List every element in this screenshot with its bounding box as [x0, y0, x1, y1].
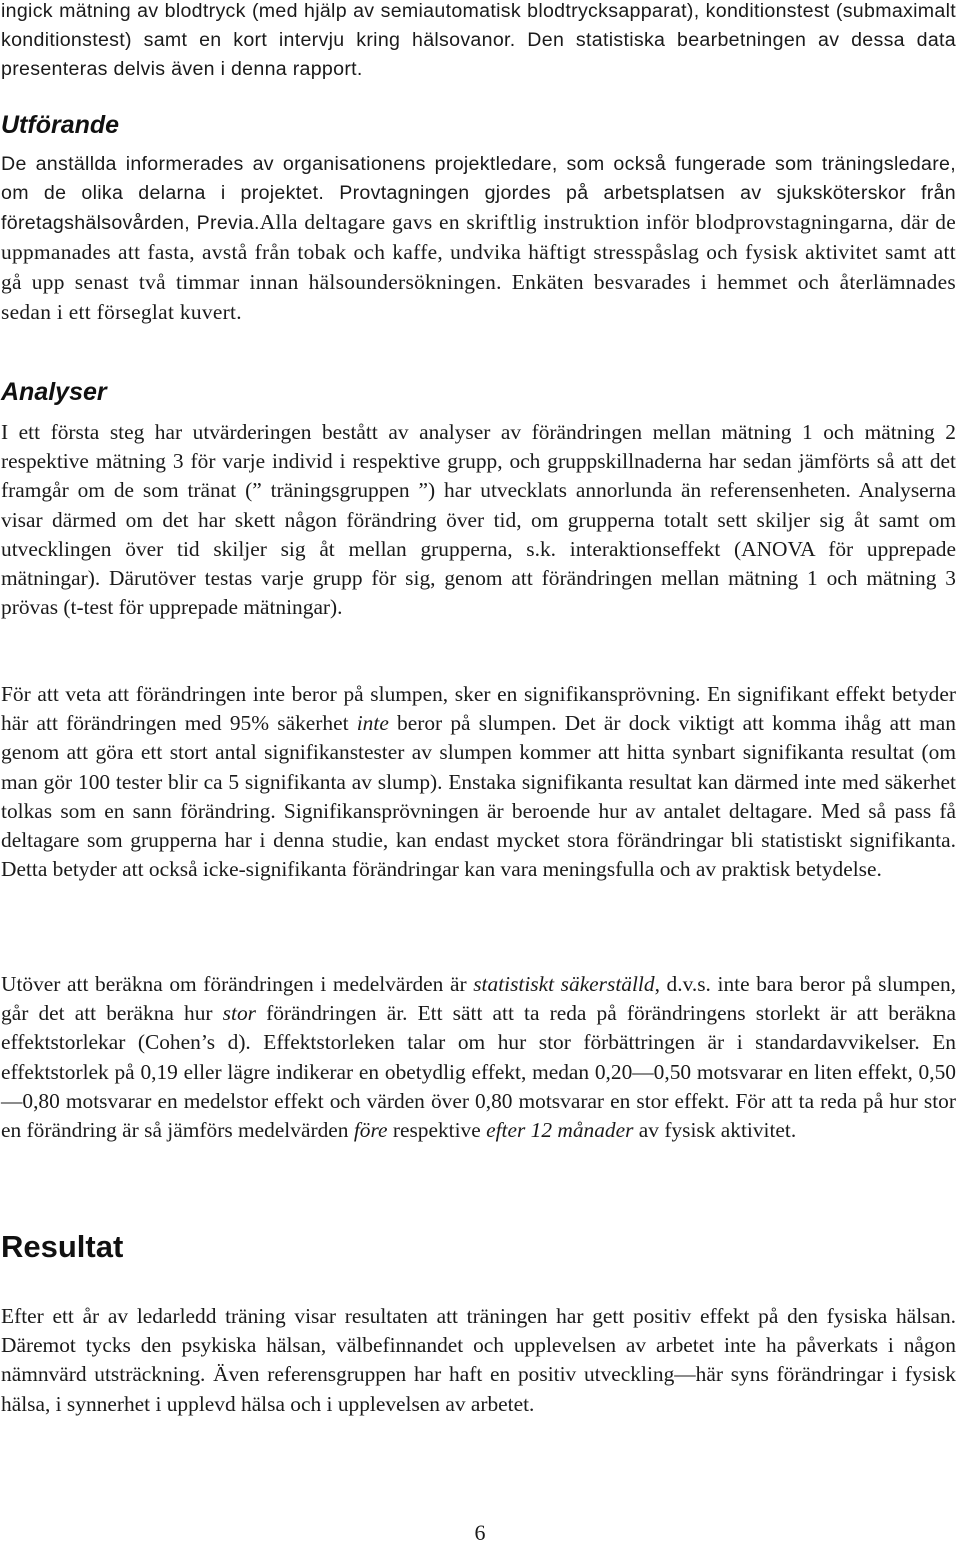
analyser-p3-text-d: respektive	[387, 1118, 487, 1143]
analyser-p3-text-e: av fysisk aktivitet.	[633, 1118, 797, 1143]
analyser-p2-emphasis: inte	[356, 711, 389, 736]
analyser-paragraph-1: I ett första steg har utvärderingen bestått av analyser av förändringen mellan mätning 1 och mätning 2 respektive mätning 3 för varje individ i respektive grupp, och gruppskillnaderna har sedan jämförts så att det framgår om de som tränat (” träningsgruppen ”) har utvecklats annorlunda än referensenheten. Analyserna visar därmed om det har skett någon förändring över tid, om grupperna totalt sett skiljer sig åt samt om utvecklingen över tid skiljer sig åt mellan grupperna, s.k. interaktionseffekt (ANOVA för upprepade mätningar). Därutöver testas varje grupp för sig, genom att förändringen mellan mätning 1 och mätning 3 prövas (t-test för upprepade mätningar).	[1, 420, 956, 620]
analyser-p3-text-a: Utöver att beräkna om förändringen i medelvärden är	[1, 972, 474, 996]
analyser-p3-text-b: , d.v.s. inte bara beror på slumpen, går det att beräkna hur	[1, 972, 957, 1026]
analyser-p3-text-c: förändringen är. Ett sätt att ta reda på förändringens storlekt är att beräkna effektstorlekar (Cohen’s d). Effektstorleken talar om hur stor förbättringen är i standardavvikelser. En effektstorlek på 0,19 eller lägre indikerar en obetydlig effekt, medan 0,20—0,50 motsvarar en liten effekt, 0,50—0,80 motsvarar en medelstor effekt och värden över 0,80 motsvarar en stor effekt. För att ta reda på hur stor en förändring är så jämförs medelvärden	[1, 1001, 956, 1143]
utforande-text-sans: De anställda informerades av organisationens projektledare, som också fungerade som träningsledare, om de olika delarna i projektet. Provtagningen gjordes på arbetsplatsen av sjuksköterskor från företagshälsovården, Previa.	[1, 153, 956, 234]
utforande-text-serif: Alla deltagare gavs en skriftlig instruktion inför blodprovstagningarna, där de uppmanades att fasta, avstå från tobak och kaffe, undvika häftigt stresspåslag och fysisk aktivitet samt att gå upp senast två timmar innan hälsoundersökningen. Enkäten besvarades i hemmet och återlämnades sedan i ett förseglat kuvert.	[1, 210, 956, 324]
analyser-p3-emphasis-3: före	[353, 1118, 388, 1143]
analyser-p3-emphasis-1: statistiskt säkerställd	[473, 972, 655, 996]
page-number: 6	[474, 1520, 486, 1545]
analyser-paragraph-2	[1, 680, 956, 884]
heading-resultat: Resultat	[1, 1229, 124, 1264]
heading-analyser: Analyser	[1, 378, 107, 406]
resultat-paragraph: Efter ett år av ledarledd träning visar resultaten att träningen har gett positiv effekt på den fysiska hälsan. Däremot tycks den psykiska hälsan, välbefinnandet och upplevelsen av arbetet inte ha påverkats i någon nämnvärd utsträckning. Även referensgruppen har haft en positiv utveckling—här syns förändringar i fysisk hälsa, i synnerhet i upplevd hälsa och i upplevelsen av arbetet.	[1, 1304, 956, 1416]
analyser-p3-emphasis-2: stor	[222, 1001, 256, 1026]
analyser-p2-text-b: beror på slumpen. Det är dock viktigt att komma ihåg att man genom att göra ett stort antal signifikanstester av slumpen kommer att hitta synbart signifikanta resultat (om man gör 100 tester blir ca 5 signifikanta av slump). Enstaka signifikanta resultat kan därmed inte med säkerhet tolkas som en sann förändring. Signifikansprövningen är beroende hur av antalet deltagare. Med så pass få deltagare som grupperna har i denna studie, kan endast mycket stora förändringar bli statistiskt signifikanta. Detta betyder att också icke-signifikanta förändringar kan vara meningsfulla och av praktisk betydelse.	[1, 711, 956, 882]
utforande-paragraph	[1, 150, 956, 328]
analyser-p2-text-a: För att veta att förändringen inte beror på slumpen, sker en signifikansprövning. En signifikant effekt betyder här att förändringen med 95% säkerhet	[1, 682, 956, 736]
analyser-p3-emphasis-4: efter 12 månader	[486, 1118, 634, 1143]
heading-utforande: Utförande	[1, 111, 120, 139]
intro-paragraph: ingick mätning av blodtryck (med hjälp av semiautomatisk blodtrycksapparat), konditionstest (submaximalt konditionstest) samt en kort intervju kring hälsovanor. Den statistiska bearbetningen av dessa data presenteras delvis även i denna rapport.	[1, 0, 956, 80]
analyser-paragraph-3	[1, 970, 956, 1145]
